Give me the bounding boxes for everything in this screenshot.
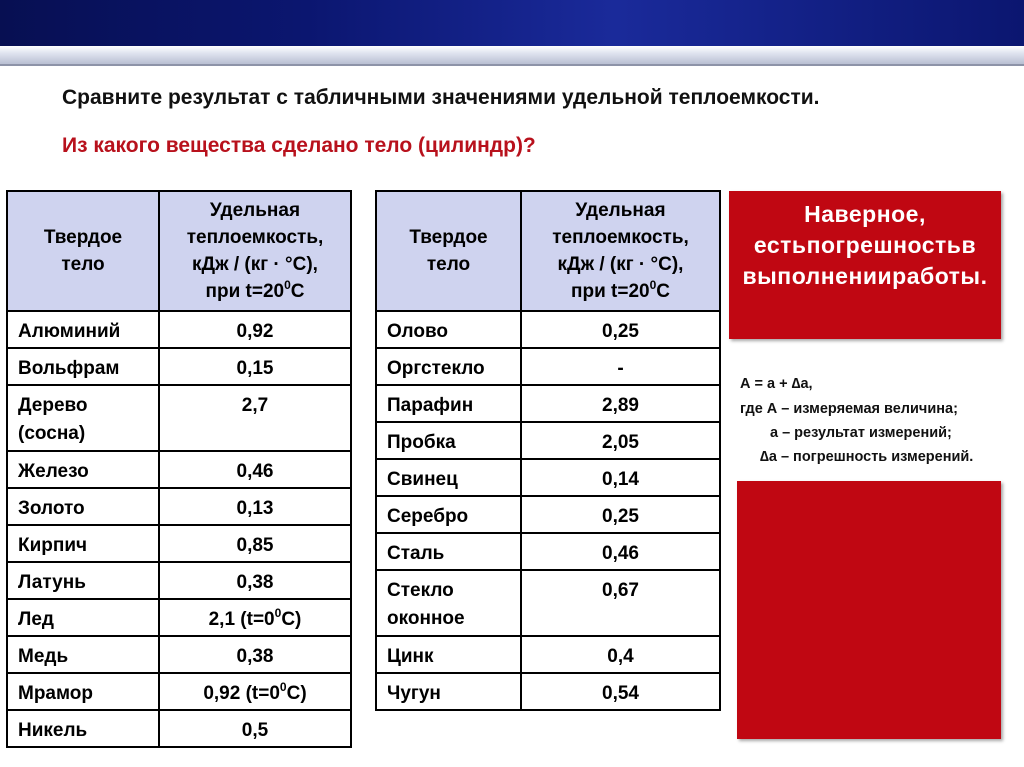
degree-sup: 0 bbox=[649, 278, 657, 292]
material-name bbox=[7, 385, 159, 451]
top-bar-divider bbox=[0, 64, 1024, 66]
table-body bbox=[7, 311, 351, 747]
specific-heat-value: 0,85 bbox=[159, 525, 351, 562]
header-text: тело bbox=[61, 254, 105, 275]
formula-line: где А – измеряемая величина; bbox=[740, 401, 958, 417]
note-line: работы. bbox=[892, 263, 988, 289]
top-bar bbox=[0, 0, 1024, 46]
table-row bbox=[7, 710, 351, 747]
formula-line: а – результат измерений; bbox=[770, 425, 952, 441]
material-name bbox=[7, 451, 159, 488]
header-solid-body bbox=[376, 191, 521, 311]
specific-heat-table-right bbox=[375, 190, 721, 711]
material-name-text: Железо bbox=[18, 461, 89, 482]
note-box-task bbox=[737, 481, 1001, 739]
material-name-text: Цинк bbox=[387, 646, 434, 667]
table-row bbox=[7, 385, 351, 451]
material-name bbox=[376, 496, 521, 533]
degree-sup: 0 bbox=[279, 680, 287, 694]
specific-heat-value: 2,05 bbox=[521, 422, 720, 459]
material-name-text: Латунь bbox=[18, 572, 86, 593]
table-row bbox=[376, 673, 720, 710]
table-row bbox=[7, 311, 351, 348]
material-name bbox=[376, 533, 521, 570]
material-name-text: Свинец bbox=[387, 469, 458, 490]
note-line: Наверное, есть bbox=[753, 201, 926, 258]
header-text: Твердое bbox=[43, 227, 123, 248]
table-row bbox=[376, 636, 720, 673]
specific-heat-value: 2,89 bbox=[521, 385, 720, 422]
header-text: теплоемкость, bbox=[186, 227, 324, 248]
header-row bbox=[7, 191, 351, 311]
header-text: при $t=20^0С$ bbox=[570, 278, 671, 302]
material-name bbox=[7, 311, 159, 348]
material-name-text: Оргстекло bbox=[387, 358, 485, 379]
note-line: погрешность bbox=[806, 232, 962, 258]
header-solid-body bbox=[7, 191, 159, 311]
table-row bbox=[7, 673, 351, 710]
header-specific-heat bbox=[159, 191, 351, 311]
material-name bbox=[7, 636, 159, 673]
material-name bbox=[7, 488, 159, 525]
specific-heat-value: 0,25 bbox=[521, 496, 720, 533]
header-text: Удельная bbox=[575, 200, 666, 221]
table-row bbox=[376, 348, 720, 385]
header-text: кДж / (кг · °С), bbox=[557, 254, 684, 275]
material-name bbox=[7, 599, 159, 636]
specific-heat-value: 0,92 bbox=[159, 311, 351, 348]
table-row bbox=[7, 348, 351, 385]
material-name bbox=[7, 525, 159, 562]
specific-heat-value: 0,14 bbox=[521, 459, 720, 496]
degree-sup: 0 bbox=[274, 606, 282, 620]
specific-heat-table-left bbox=[6, 190, 352, 748]
specific-heat-value: - bbox=[521, 348, 720, 385]
material-name bbox=[376, 311, 521, 348]
material-name-text: Олово bbox=[387, 321, 448, 342]
specific-heat-value: 0,13 bbox=[159, 488, 351, 525]
specific-heat-value: 2,1 $(t=0^0С)$ bbox=[159, 599, 351, 636]
material-name bbox=[376, 673, 521, 710]
material-name-text: Парафин bbox=[387, 395, 474, 416]
top-bar-shine bbox=[0, 46, 1024, 64]
material-name-text: (сосна) bbox=[18, 423, 86, 444]
specific-heat-value: 0,38 bbox=[159, 636, 351, 673]
header-text: тело bbox=[426, 254, 471, 275]
specific-heat-value: 0,25 bbox=[521, 311, 720, 348]
header-text: теплоемкость, bbox=[552, 227, 689, 248]
material-name-text: Сталь bbox=[387, 543, 445, 564]
table-row bbox=[376, 422, 720, 459]
material-name-text: Вольфрам bbox=[18, 358, 120, 379]
header-text: Удельная bbox=[209, 200, 301, 221]
degree-sup: 0 bbox=[284, 278, 291, 292]
table-row bbox=[7, 599, 351, 636]
material-name-text: Дерево bbox=[18, 395, 88, 416]
material-name bbox=[376, 348, 521, 385]
formula-line: ∆а – погрешность измерений. bbox=[760, 449, 974, 465]
table-row bbox=[376, 496, 720, 533]
material-name bbox=[7, 562, 159, 599]
header-text: кДж / (кг · °С), bbox=[192, 254, 318, 275]
material-name bbox=[376, 422, 521, 459]
material-name-text: Золото bbox=[18, 498, 85, 519]
table-row bbox=[7, 488, 351, 525]
specific-heat-value: 0,38 bbox=[159, 562, 351, 599]
note-box-error bbox=[729, 191, 1001, 339]
table-row bbox=[376, 385, 720, 422]
page-title: Сравните результат с табличными значениями удельной теплоемкости. bbox=[62, 86, 820, 109]
material-name bbox=[376, 459, 521, 496]
material-name-text: Чугун bbox=[387, 683, 441, 704]
table-row bbox=[376, 533, 720, 570]
specific-heat-value: 0,5 bbox=[159, 710, 351, 747]
specific-heat-value: 0,67 bbox=[521, 570, 720, 636]
question-text: Из какого вещества сделано тело (цилиндр)? bbox=[62, 134, 536, 157]
table-row bbox=[7, 636, 351, 673]
header-text: при $t=20^0С$ bbox=[205, 278, 305, 302]
material-name-text: Стекло bbox=[387, 580, 454, 601]
material-name-text: Медь bbox=[18, 646, 69, 667]
specific-heat-value: 0,46 bbox=[521, 533, 720, 570]
table-row bbox=[7, 562, 351, 599]
material-name-text: Мрамор bbox=[18, 683, 94, 704]
specific-heat-value: 0,92 $(t=0^0С)$ bbox=[159, 673, 351, 710]
material-name-text: Никель bbox=[18, 720, 88, 741]
material-name-text: Алюминий bbox=[18, 321, 121, 342]
table-body bbox=[376, 311, 720, 710]
note-line: в выполнении bbox=[742, 232, 977, 289]
header-specific-heat bbox=[521, 191, 720, 311]
header-row bbox=[376, 191, 720, 311]
table-row bbox=[376, 459, 720, 496]
material-name-text: Серебро bbox=[387, 506, 469, 527]
table-row bbox=[376, 570, 720, 636]
material-name-text: Пробка bbox=[387, 432, 456, 453]
material-name bbox=[376, 570, 521, 636]
material-name bbox=[7, 673, 159, 710]
table-header bbox=[7, 191, 351, 311]
specific-heat-value: 0,46 bbox=[159, 451, 351, 488]
material-name bbox=[376, 636, 521, 673]
table-row bbox=[376, 311, 720, 348]
header-text: Твердое bbox=[409, 227, 488, 248]
specific-heat-value: 0,4 bbox=[521, 636, 720, 673]
formula-line: А = а + ∆а, bbox=[740, 376, 813, 392]
material-name bbox=[7, 348, 159, 385]
material-name-text: Кирпич bbox=[18, 535, 88, 556]
specific-heat-value: 0,15 bbox=[159, 348, 351, 385]
material-name-text: оконное bbox=[387, 608, 465, 629]
material-name-text: Лед bbox=[18, 609, 54, 630]
material-name bbox=[7, 710, 159, 747]
table-row bbox=[7, 525, 351, 562]
table-header bbox=[376, 191, 720, 311]
table-row bbox=[7, 451, 351, 488]
specific-heat-value: 2,7 bbox=[159, 385, 351, 451]
specific-heat-value: 0,54 bbox=[521, 673, 720, 710]
material-name bbox=[376, 385, 521, 422]
